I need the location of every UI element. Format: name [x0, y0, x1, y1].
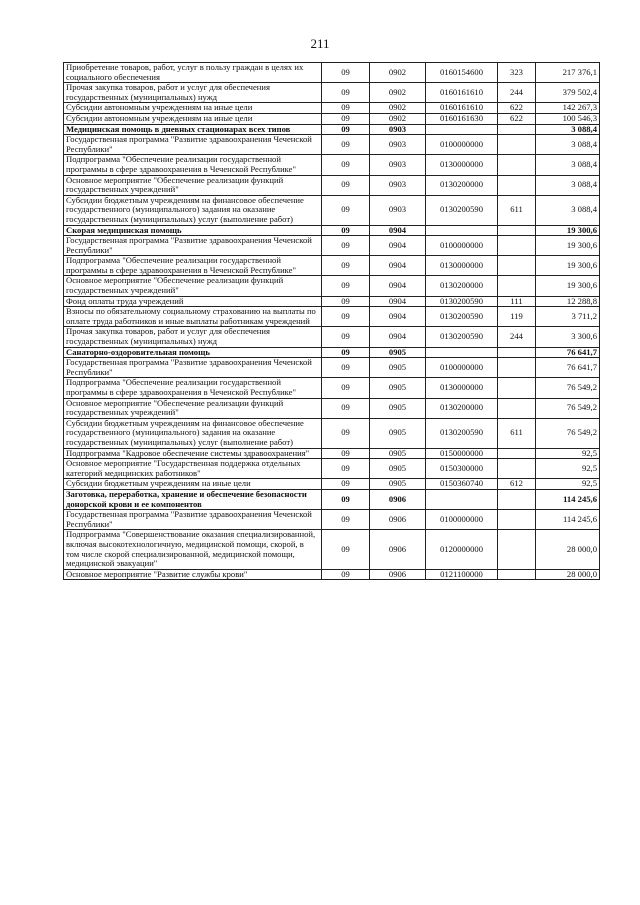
row-article-cell: 0160154600 — [426, 63, 498, 83]
row-subsection-cell: 0906 — [370, 530, 426, 569]
row-article-cell: 0100000000 — [426, 510, 498, 530]
row-section-cell: 09 — [322, 155, 370, 175]
row-name-cell: Основное мероприятие "Обеспечение реализации функций государственных учреждений" — [64, 276, 322, 296]
row-section-cell: 09 — [322, 347, 370, 358]
row-article-cell: 0120000000 — [426, 530, 498, 569]
row-section-cell: 09 — [322, 448, 370, 459]
row-section-cell: 09 — [322, 479, 370, 490]
row-amount-cell: 100 546,3 — [536, 113, 600, 124]
row-amount-cell: 76 641,7 — [536, 347, 600, 358]
row-amount-cell: 114 245,6 — [536, 489, 600, 509]
row-article-cell: 0150300000 — [426, 459, 498, 479]
page-number: 211 — [310, 36, 330, 51]
row-subsection-cell: 0905 — [370, 398, 426, 418]
row-section-cell: 09 — [322, 63, 370, 83]
row-amount-cell: 28 000,0 — [536, 530, 600, 569]
row-section-cell: 09 — [322, 103, 370, 114]
table-row — [64, 276, 600, 296]
row-subsection-cell: 0905 — [370, 448, 426, 459]
row-section-cell: 09 — [322, 307, 370, 327]
row-section-cell: 09 — [322, 113, 370, 124]
row-article-cell: 0130200590 — [426, 307, 498, 327]
table-row — [64, 236, 600, 256]
table-row — [64, 459, 600, 479]
row-article-cell: 0150360740 — [426, 479, 498, 490]
table-row — [64, 358, 600, 378]
row-section-cell: 09 — [322, 459, 370, 479]
row-subsection-cell: 0902 — [370, 83, 426, 103]
row-name-cell: Субсидии автономным учреждениям на иные цели — [64, 103, 322, 114]
row-amount-cell: 92,5 — [536, 479, 600, 490]
row-exptype-cell: 244 — [498, 327, 536, 347]
row-amount-cell: 28 000,0 — [536, 569, 600, 580]
table-row — [64, 448, 600, 459]
row-subsection-cell: 0904 — [370, 307, 426, 327]
row-exptype-cell: 611 — [498, 195, 536, 225]
table-row — [64, 530, 600, 569]
table-row — [64, 418, 600, 448]
table-row — [64, 256, 600, 276]
row-section-cell: 09 — [322, 510, 370, 530]
row-name-cell: Субсидии бюджетным учреждениям на финансовое обеспечение государственного (муниципального) задания на оказание государственных (муниципальных) услуг (выполнение работ) — [64, 195, 322, 225]
table-row — [64, 569, 600, 580]
row-exptype-cell: 111 — [498, 296, 536, 307]
row-name-cell: Медицинская помощь в дневных стационарах всех типов — [64, 124, 322, 135]
row-subsection-cell: 0905 — [370, 358, 426, 378]
row-exptype-cell: 323 — [498, 63, 536, 83]
row-name-cell: Основное мероприятие "Развитие службы крови" — [64, 569, 322, 580]
table-row — [64, 296, 600, 307]
row-amount-cell: 92,5 — [536, 448, 600, 459]
row-subsection-cell: 0905 — [370, 459, 426, 479]
row-amount-cell: 76 641,7 — [536, 358, 600, 378]
row-subsection-cell: 0905 — [370, 347, 426, 358]
row-subsection-cell: 0903 — [370, 155, 426, 175]
row-name-cell: Подпрограмма "Совершенствование оказания специализированной, включая высокотехнологичную, медицинской помощи, скорой, в том числе скорой специализированной, медицинской помощи, медицинской эвакуации" — [64, 530, 322, 569]
row-amount-cell: 19 300,6 — [536, 225, 600, 236]
row-exptype-cell — [498, 530, 536, 569]
row-name-cell: Подпрограмма "Кадровое обеспечение системы здравоохранения" — [64, 448, 322, 459]
row-section-cell: 09 — [322, 327, 370, 347]
row-subsection-cell: 0903 — [370, 124, 426, 135]
row-subsection-cell: 0904 — [370, 276, 426, 296]
row-name-cell: Подпрограмма "Обеспечение реализации государственной программы в сфере здравоохранения в Чеченской Республике" — [64, 155, 322, 175]
row-name-cell: Заготовка, переработка, хранение и обеспечение безопасности донорской крови и ее компонентов — [64, 489, 322, 509]
row-article-cell: 0130200590 — [426, 418, 498, 448]
row-name-cell: Государственная программа "Развитие здравоохранения Чеченской Республики" — [64, 358, 322, 378]
row-name-cell: Основное мероприятие "Обеспечение реализации функций государственных учреждений" — [64, 398, 322, 418]
row-section-cell: 09 — [322, 398, 370, 418]
row-amount-cell: 3 300,6 — [536, 327, 600, 347]
row-exptype-cell: 611 — [498, 418, 536, 448]
table-row — [64, 489, 600, 509]
row-article-cell: 0100000000 — [426, 135, 498, 155]
row-name-cell: Взносы по обязательному социальному страхованию на выплаты по оплате труда работников и иные выплаты работникам учреждений — [64, 307, 322, 327]
row-amount-cell: 379 502,4 — [536, 83, 600, 103]
row-exptype-cell — [498, 459, 536, 479]
row-article-cell: 0130000000 — [426, 378, 498, 398]
row-article-cell: 0100000000 — [426, 236, 498, 256]
row-section-cell: 09 — [322, 83, 370, 103]
row-exptype-cell — [498, 155, 536, 175]
row-amount-cell: 92,5 — [536, 459, 600, 479]
row-article-cell — [426, 124, 498, 135]
row-amount-cell: 3 088,4 — [536, 155, 600, 175]
row-article-cell — [426, 225, 498, 236]
row-article-cell: 0130200000 — [426, 398, 498, 418]
row-subsection-cell: 0904 — [370, 225, 426, 236]
row-exptype-cell — [498, 358, 536, 378]
row-exptype-cell — [498, 175, 536, 195]
row-name-cell: Субсидии бюджетным учреждениям на иные цели — [64, 479, 322, 490]
table-row — [64, 307, 600, 327]
row-exptype-cell — [498, 276, 536, 296]
row-exptype-cell — [498, 124, 536, 135]
row-exptype-cell — [498, 398, 536, 418]
row-article-cell: 0130200590 — [426, 296, 498, 307]
row-section-cell: 09 — [322, 489, 370, 509]
row-amount-cell: 76 549,2 — [536, 418, 600, 448]
table-row — [64, 63, 600, 83]
row-section-cell: 09 — [322, 358, 370, 378]
row-section-cell: 09 — [322, 276, 370, 296]
table-row — [64, 479, 600, 490]
row-amount-cell: 114 245,6 — [536, 510, 600, 530]
row-exptype-cell — [498, 256, 536, 276]
row-amount-cell: 3 711,2 — [536, 307, 600, 327]
row-name-cell: Приобретение товаров, работ, услуг в пользу граждан в целях их социального обеспечения — [64, 63, 322, 83]
row-subsection-cell: 0906 — [370, 569, 426, 580]
table-row — [64, 510, 600, 530]
row-article-cell: 0130200590 — [426, 327, 498, 347]
row-subsection-cell: 0905 — [370, 479, 426, 490]
table-row — [64, 124, 600, 135]
row-exptype-cell — [498, 489, 536, 509]
row-subsection-cell: 0904 — [370, 296, 426, 307]
row-subsection-cell: 0903 — [370, 135, 426, 155]
row-exptype-cell — [498, 347, 536, 358]
row-exptype-cell: 119 — [498, 307, 536, 327]
row-amount-cell: 19 300,6 — [536, 276, 600, 296]
row-amount-cell: 142 267,3 — [536, 103, 600, 114]
row-subsection-cell: 0902 — [370, 113, 426, 124]
row-exptype-cell — [498, 448, 536, 459]
row-article-cell: 0121100000 — [426, 569, 498, 580]
row-amount-cell: 76 549,2 — [536, 398, 600, 418]
row-subsection-cell: 0903 — [370, 195, 426, 225]
row-exptype-cell — [498, 236, 536, 256]
row-exptype-cell — [498, 135, 536, 155]
row-amount-cell: 19 300,6 — [536, 256, 600, 276]
table-row — [64, 378, 600, 398]
row-exptype-cell — [498, 378, 536, 398]
row-exptype-cell: 244 — [498, 83, 536, 103]
row-article-cell: 0160161610 — [426, 103, 498, 114]
row-name-cell: Подпрограмма "Обеспечение реализации государственной программы в сфере здравоохранения в Чеченской Республике" — [64, 378, 322, 398]
row-article-cell: 0130000000 — [426, 256, 498, 276]
row-section-cell: 09 — [322, 135, 370, 155]
row-exptype-cell: 622 — [498, 103, 536, 114]
row-name-cell: Государственная программа "Развитие здравоохранения Чеченской Республики" — [64, 236, 322, 256]
row-article-cell — [426, 347, 498, 358]
table-row — [64, 135, 600, 155]
row-section-cell: 09 — [322, 418, 370, 448]
row-amount-cell: 76 549,2 — [536, 378, 600, 398]
row-section-cell: 09 — [322, 195, 370, 225]
row-name-cell: Прочая закупка товаров, работ и услуг для обеспечения государственных (муниципальных) нужд — [64, 327, 322, 347]
row-amount-cell: 19 300,6 — [536, 236, 600, 256]
row-name-cell: Основное мероприятие "Государственная поддержка отдельных категорий медицинских работников" — [64, 459, 322, 479]
row-subsection-cell: 0904 — [370, 327, 426, 347]
row-exptype-cell — [498, 510, 536, 530]
row-name-cell: Санаторно-оздоровительная помощь — [64, 347, 322, 358]
row-subsection-cell: 0902 — [370, 103, 426, 114]
row-section-cell: 09 — [322, 530, 370, 569]
row-section-cell: 09 — [322, 378, 370, 398]
table-row — [64, 398, 600, 418]
row-name-cell: Основное мероприятие "Обеспечение реализации функций государственных учреждений" — [64, 175, 322, 195]
table-row — [64, 83, 600, 103]
row-subsection-cell: 0906 — [370, 510, 426, 530]
row-article-cell: 0130200000 — [426, 276, 498, 296]
row-name-cell: Государственная программа "Развитие здравоохранения Чеченской Республики" — [64, 510, 322, 530]
table-row — [64, 113, 600, 124]
row-article-cell: 0150000000 — [426, 448, 498, 459]
row-section-cell: 09 — [322, 124, 370, 135]
table-row — [64, 195, 600, 225]
row-name-cell: Прочая закупка товаров, работ и услуг для обеспечения государственных (муниципальных) нужд — [64, 83, 322, 103]
row-article-cell: 0100000000 — [426, 358, 498, 378]
row-amount-cell: 12 288,8 — [536, 296, 600, 307]
table-row — [64, 155, 600, 175]
row-amount-cell: 3 088,4 — [536, 124, 600, 135]
row-exptype-cell: 622 — [498, 113, 536, 124]
row-subsection-cell: 0904 — [370, 256, 426, 276]
row-exptype-cell — [498, 225, 536, 236]
row-section-cell: 09 — [322, 236, 370, 256]
row-name-cell: Субсидии автономным учреждениям на иные цели — [64, 113, 322, 124]
row-subsection-cell: 0905 — [370, 418, 426, 448]
row-amount-cell: 3 088,4 — [536, 135, 600, 155]
row-name-cell: Скорая медицинская помощь — [64, 225, 322, 236]
row-section-cell: 09 — [322, 296, 370, 307]
row-amount-cell: 3 088,4 — [536, 175, 600, 195]
row-exptype-cell: 612 — [498, 479, 536, 490]
row-subsection-cell: 0906 — [370, 489, 426, 509]
row-article-cell: 0130200000 — [426, 175, 498, 195]
row-section-cell: 09 — [322, 175, 370, 195]
table-row — [64, 103, 600, 114]
row-name-cell: Государственная программа "Развитие здравоохранения Чеченской Республики" — [64, 135, 322, 155]
row-amount-cell: 3 088,4 — [536, 195, 600, 225]
row-name-cell: Фонд оплаты труда учреждений — [64, 296, 322, 307]
row-subsection-cell: 0904 — [370, 236, 426, 256]
table-row — [64, 225, 600, 236]
row-article-cell: 0160161610 — [426, 83, 498, 103]
row-article-cell: 0160161630 — [426, 113, 498, 124]
row-article-cell: 0130200590 — [426, 195, 498, 225]
row-subsection-cell: 0905 — [370, 378, 426, 398]
row-name-cell: Субсидии бюджетным учреждениям на финансовое обеспечение государственного (муниципального) задания на оказание государственных (муниципальных) услуг (выполнение работ) — [64, 418, 322, 448]
row-section-cell: 09 — [322, 569, 370, 580]
row-article-cell: 0130000000 — [426, 155, 498, 175]
row-name-cell: Подпрограмма "Обеспечение реализации государственной программы в сфере здравоохранения в Чеченской Республике" — [64, 256, 322, 276]
row-subsection-cell: 0902 — [370, 63, 426, 83]
row-section-cell: 09 — [322, 225, 370, 236]
budget-table — [63, 62, 600, 580]
row-article-cell — [426, 489, 498, 509]
row-amount-cell: 217 376,1 — [536, 63, 600, 83]
budget-table-body — [64, 63, 600, 580]
table-row — [64, 175, 600, 195]
table-row — [64, 327, 600, 347]
table-row — [64, 347, 600, 358]
row-section-cell: 09 — [322, 256, 370, 276]
row-exptype-cell — [498, 569, 536, 580]
row-subsection-cell: 0903 — [370, 175, 426, 195]
